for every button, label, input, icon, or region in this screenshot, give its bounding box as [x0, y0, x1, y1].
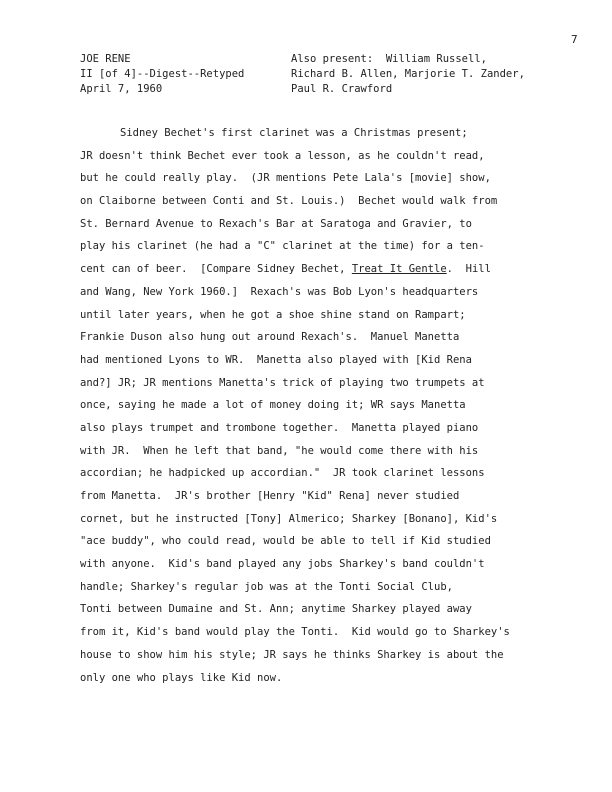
- body-line: St. Bernard Avenue to Rexach's Bar at Saratoga and Gravier, to: [80, 217, 472, 230]
- body-line: play his clarinet (he had a "C" clarinet at the time) for a ten-: [80, 240, 485, 253]
- body-line: until later years, when he got a shoe shine stand on Rampart;: [80, 308, 466, 321]
- body-line: cornet, but he instructed [Tony] Almerico; Sharkey [Bonano], Kid's: [80, 512, 498, 525]
- header-right-line: Richard B. Allen, Marjorie T. Zander,: [291, 68, 525, 80]
- body-line: Sidney Bechet's first clarinet was a Christmas present;: [120, 127, 468, 139]
- header-right-line: Also present: William Russell,: [291, 53, 487, 65]
- body-line: accordian; he hadpicked up accordian." JR took clarinet lessons: [80, 467, 485, 480]
- header-left-line: JOE RENE: [80, 53, 131, 65]
- body-text: [80, 122, 580, 689]
- page-number: 7: [571, 33, 578, 46]
- body-line: and?] JR; JR mentions Manetta's trick of playing two trumpets at: [80, 376, 485, 389]
- body-line-segment: cent can of beer. [Compare Sidney Bechet,: [80, 263, 352, 276]
- book-title: Treat It Gentle: [351, 263, 447, 276]
- body-line: house to show him his style; JR says he thinks Sharkey is about the: [80, 648, 504, 661]
- body-line: also plays trumpet and trombone together. Manetta played piano: [80, 421, 479, 434]
- body-line-with-title: [80, 258, 580, 281]
- header-left: [80, 52, 244, 97]
- body-line: from it, Kid's band would play the Tonti. Kid would go to Sharkey's: [80, 626, 510, 639]
- body-line: Frankie Duson also hung out around Rexach's. Manuel Manetta: [80, 331, 460, 344]
- body-line: JR doesn't think Bechet ever took a lesson, as he couldn't read,: [80, 149, 485, 162]
- body-line: "ace buddy", who could read, would be able to tell if Kid studied: [80, 535, 491, 548]
- body-line: from Manetta. JR's brother [Henry "Kid" Rena] never studied: [80, 490, 460, 502]
- body-line: with anyone. Kid's band played any jobs Sharkey's band couldn't: [80, 558, 485, 571]
- body-line: handle; Sharkey's regular job was at the Tonti Social Club,: [80, 580, 453, 593]
- body-line: but he could really play. (JR mentions Pete Lala's [movie] show,: [80, 172, 491, 185]
- body-line-segment: . Hill: [446, 263, 491, 276]
- header-left-line: April 7, 1960: [80, 83, 163, 95]
- body-line: and Wang, New York 1960.] Rexach's was Bob Lyon's headquarters: [80, 285, 479, 298]
- header-left-line: II [of 4]--Digest--Retyped: [80, 68, 245, 80]
- body-line: once, saying he made a lot of money doing it; WR says Manetta: [80, 399, 466, 412]
- body-line: with JR. When he left that band, "he would come there with his: [80, 444, 479, 457]
- header-right-line: Paul R. Crawford: [291, 83, 393, 95]
- body-line: only one who plays like Kid now.: [80, 671, 283, 684]
- body-line: on Claiborne between Conti and St. Louis.) Bechet would walk from: [80, 195, 498, 208]
- body-line: Tonti between Dumaine and St. Ann; anytime Sharkey played away: [80, 603, 472, 616]
- body-line: had mentioned Lyons to WR. Manetta also played with [Kid Rena: [80, 353, 472, 366]
- header-right: [291, 52, 525, 97]
